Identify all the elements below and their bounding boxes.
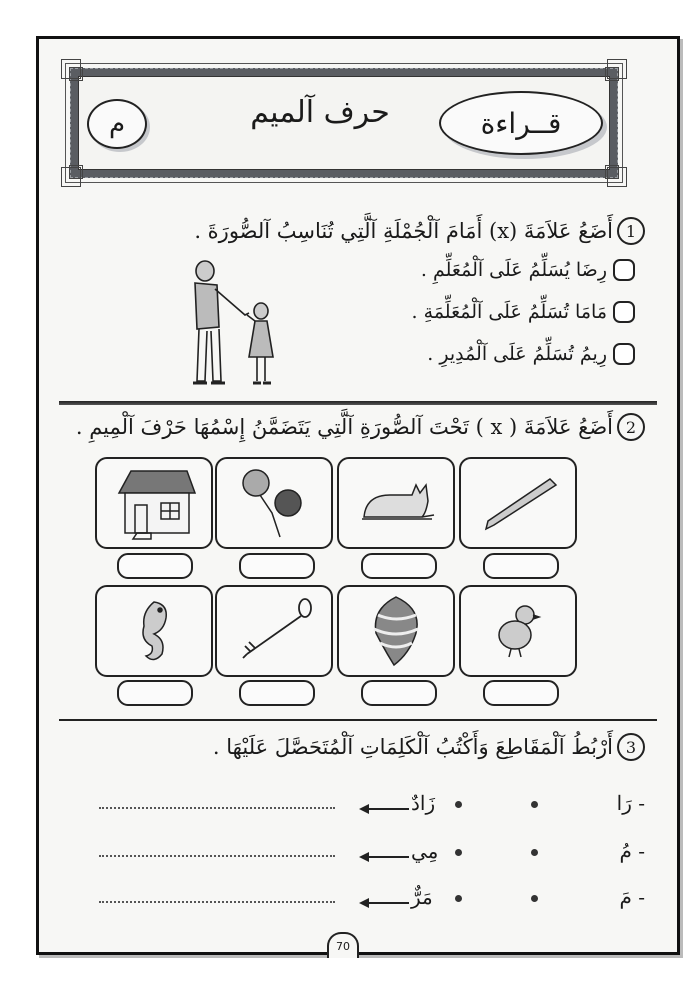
answer-box[interactable] xyxy=(361,553,437,579)
arrow-left-icon xyxy=(361,902,409,904)
corner-ornament xyxy=(69,67,83,81)
page-number: 70 xyxy=(327,932,359,958)
answer-box[interactable] xyxy=(239,680,315,706)
rose-icon xyxy=(234,465,314,541)
answer-checkbox[interactable] xyxy=(613,343,635,365)
corner-ornament xyxy=(605,165,619,179)
q2-instruction: أَضَعُ عَلاَمَةَ ( x ) تَحْتَ آلصُّورَةِ آلَّتِي يَتَضَمَّنُ إِسْمُهَا حَرْفَ آلْمِيمِ . xyxy=(75,415,613,439)
spinning-top-icon xyxy=(366,593,426,669)
handshake-illustration xyxy=(175,257,285,397)
answer-box[interactable] xyxy=(239,553,315,579)
picture-card-spinning-top xyxy=(337,585,455,677)
q3-instruction: أَرْبُطُ آلْمَقَاطِعَ وَأَكْتُبُ آلْكَلِمَاتِ آلْمُتَحَصَّلَ عَلَيْهَا . xyxy=(212,735,613,759)
option-text: رِضَا يُسَلِّمُ عَلَى آلْمُعَلِّمِ . xyxy=(420,259,607,281)
match-dot[interactable] xyxy=(531,849,538,856)
section-divider xyxy=(59,401,657,405)
q2-heading xyxy=(76,413,645,441)
answer-box[interactable] xyxy=(483,553,559,579)
q1-instruction: أَضَعُ عَلاَمَةَ (x) أَمَامَ آلْجُمْلَةِ آلَّتِي تُنَاسِبُ آلصُّورَةَ . xyxy=(194,219,613,243)
picture-card-house xyxy=(95,457,213,549)
answer-line[interactable] xyxy=(99,901,335,903)
option-text: مَامَا تُسَلِّمُ عَلَى آلْمُعَلِّمَةِ . xyxy=(411,301,607,323)
header-frame xyxy=(65,63,623,183)
match-row xyxy=(99,881,645,911)
arrow-left-icon xyxy=(361,856,409,858)
right-syllable: مَرٌّ xyxy=(411,885,433,909)
picture-card-seahorse xyxy=(95,585,213,677)
answer-box[interactable] xyxy=(117,680,193,706)
left-syllable: - رَا xyxy=(616,791,645,815)
corner-ornament xyxy=(69,165,83,179)
answer-box[interactable] xyxy=(361,680,437,706)
answer-checkbox[interactable] xyxy=(613,301,635,323)
q1-option[interactable] xyxy=(421,259,635,281)
letter-badge: م xyxy=(87,99,147,149)
chick-icon xyxy=(493,601,543,661)
q1-option[interactable] xyxy=(412,301,635,323)
cat-icon xyxy=(356,473,436,533)
answer-checkbox[interactable] xyxy=(613,259,635,281)
match-dot[interactable] xyxy=(455,849,462,856)
match-dot[interactable] xyxy=(455,801,462,808)
picture-card-cat xyxy=(337,457,455,549)
picture-card-chick xyxy=(459,585,577,677)
right-syllable: مِي xyxy=(411,839,439,863)
q3-heading xyxy=(213,733,645,761)
question-number-badge: 3 xyxy=(617,733,645,761)
match-dot[interactable] xyxy=(531,895,538,902)
answer-box[interactable] xyxy=(483,680,559,706)
picture-card-key xyxy=(215,585,333,677)
key-icon xyxy=(229,596,319,666)
option-text: رِيمُ تُسَلِّمُ عَلَى آلْمُدِيرِ . xyxy=(427,343,607,365)
q1-heading xyxy=(194,217,645,245)
match-dot[interactable] xyxy=(455,895,462,902)
section-divider xyxy=(59,719,657,721)
q1-option[interactable] xyxy=(427,343,635,365)
match-dot[interactable] xyxy=(531,801,538,808)
question-number-badge: 2 xyxy=(617,413,645,441)
answer-line[interactable] xyxy=(99,855,335,857)
match-row xyxy=(99,787,645,817)
worksheet-page xyxy=(36,36,680,955)
pencil-icon xyxy=(478,473,558,533)
picture-card-roses xyxy=(215,457,333,549)
seahorse-icon xyxy=(124,596,184,666)
answer-line[interactable] xyxy=(99,807,335,809)
house-icon xyxy=(109,465,199,541)
subject-label: قــراءة xyxy=(439,91,603,155)
page-title: حرف آلميم xyxy=(250,95,390,130)
left-syllable: - مَ xyxy=(619,885,645,909)
question-number-badge: 1 xyxy=(617,217,645,245)
picture-card-pencil xyxy=(459,457,577,549)
right-syllable: زَادٌ xyxy=(411,791,436,815)
arrow-left-icon xyxy=(361,808,409,810)
match-row xyxy=(99,835,645,865)
left-syllable: - مُ xyxy=(619,839,645,863)
corner-ornament xyxy=(605,67,619,81)
answer-box[interactable] xyxy=(117,553,193,579)
